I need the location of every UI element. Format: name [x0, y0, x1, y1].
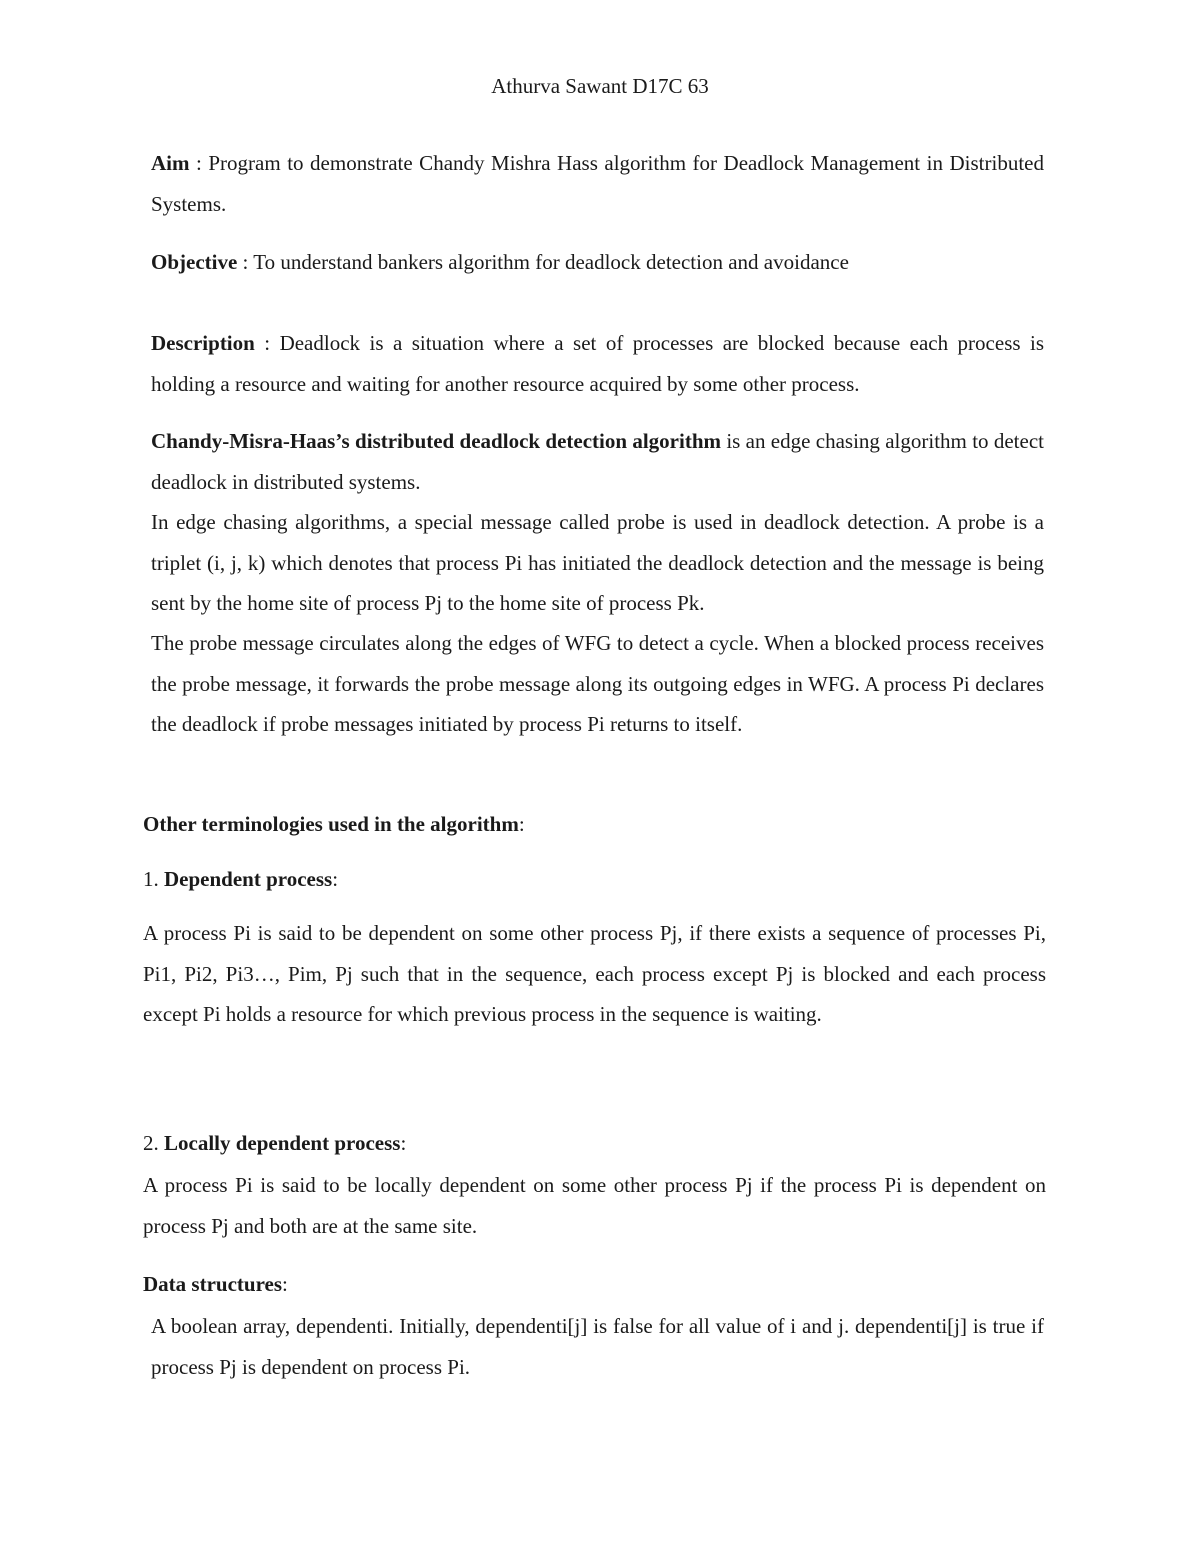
description-label: Description — [151, 331, 255, 355]
terminologies-heading — [143, 804, 1044, 845]
aim-label: Aim — [151, 151, 190, 175]
terminologies-heading-colon: : — [518, 812, 525, 836]
data-structures-heading — [143, 1264, 1044, 1305]
data-structures-label: Data structures — [143, 1272, 283, 1296]
terminologies-heading-label: Other terminologies used in the algorithm — [143, 812, 519, 836]
description-text: : Deadlock is a situation where a set of processes are blocked because each process is holding a resource and waiting for another resource acquired by some other process. — [151, 331, 1044, 396]
locally-dependent-label: Locally dependent process — [164, 1131, 401, 1155]
aim-text: : Program to demonstrate Chandy Mishra Hass algorithm for Deadlock Management in Distributed Systems. — [151, 151, 1044, 216]
dependent-process-colon: : — [332, 867, 339, 891]
cmh-text: is an edge chasing algorithm to detect deadlock in distributed systems. — [151, 429, 1044, 494]
cmh-paragraph — [151, 421, 1044, 502]
data-structures-colon: : — [282, 1272, 288, 1296]
dependent-process-text: A process Pi is said to be dependent on some other process Pj, if there exists a sequence of processes Pi, Pi1, Pi2, Pi3…, Pim, Pj such that in the sequence, each process except Pj is blocked and each process except Pi holds a resource for which previous process in the sequence is waiting. — [143, 921, 1046, 1026]
objective-text: : To understand bankers algorithm for deadlock detection and avoidance — [237, 250, 849, 274]
probe-message-paragraph: The probe message circulates along the edges of WFG to detect a cycle. When a blocked process receives the probe message, it forwards the probe message along its outgoing edges in WFG. A process Pi declares the deadlock if probe messages initiated by process Pi returns to itself. — [151, 631, 1044, 736]
locally-dependent-colon: : — [400, 1131, 407, 1155]
dependent-process-heading — [143, 859, 1044, 900]
locally-dependent-heading — [143, 1123, 1044, 1164]
author-line: Athurva Sawant D17C 63 — [491, 74, 709, 98]
data-structures-text: A boolean array, dependenti. Initially, dependenti[j] is false for all value of i and j. dependenti[j] is true if process Pj is dependent on process Pi. — [151, 1314, 1044, 1379]
aim-paragraph — [151, 143, 1044, 224]
dependent-process-number: 1. — [143, 867, 164, 891]
dependent-process-label: Dependent process — [164, 867, 333, 891]
locally-dependent-number: 2. — [143, 1131, 164, 1155]
objective-label: Objective — [151, 250, 238, 274]
locally-dependent-text: A process Pi is said to be locally dependent on some other process Pj if the process Pi is dependent on process Pj and both are at the same site. — [143, 1173, 1046, 1238]
objective-paragraph — [151, 242, 1044, 283]
edge-chasing-paragraph: In edge chasing algorithms, a special message called probe is used in deadlock detection. A probe is a triplet (i, j, k) which denotes that process Pi has initiated the deadlock detection and the message is being sent by the home site of process Pj to the home site of process Pk. — [151, 510, 1044, 615]
cmh-label: Chandy-Misra-Haas’s distributed deadlock detection algorithm — [151, 429, 722, 453]
description-paragraph — [151, 323, 1044, 404]
